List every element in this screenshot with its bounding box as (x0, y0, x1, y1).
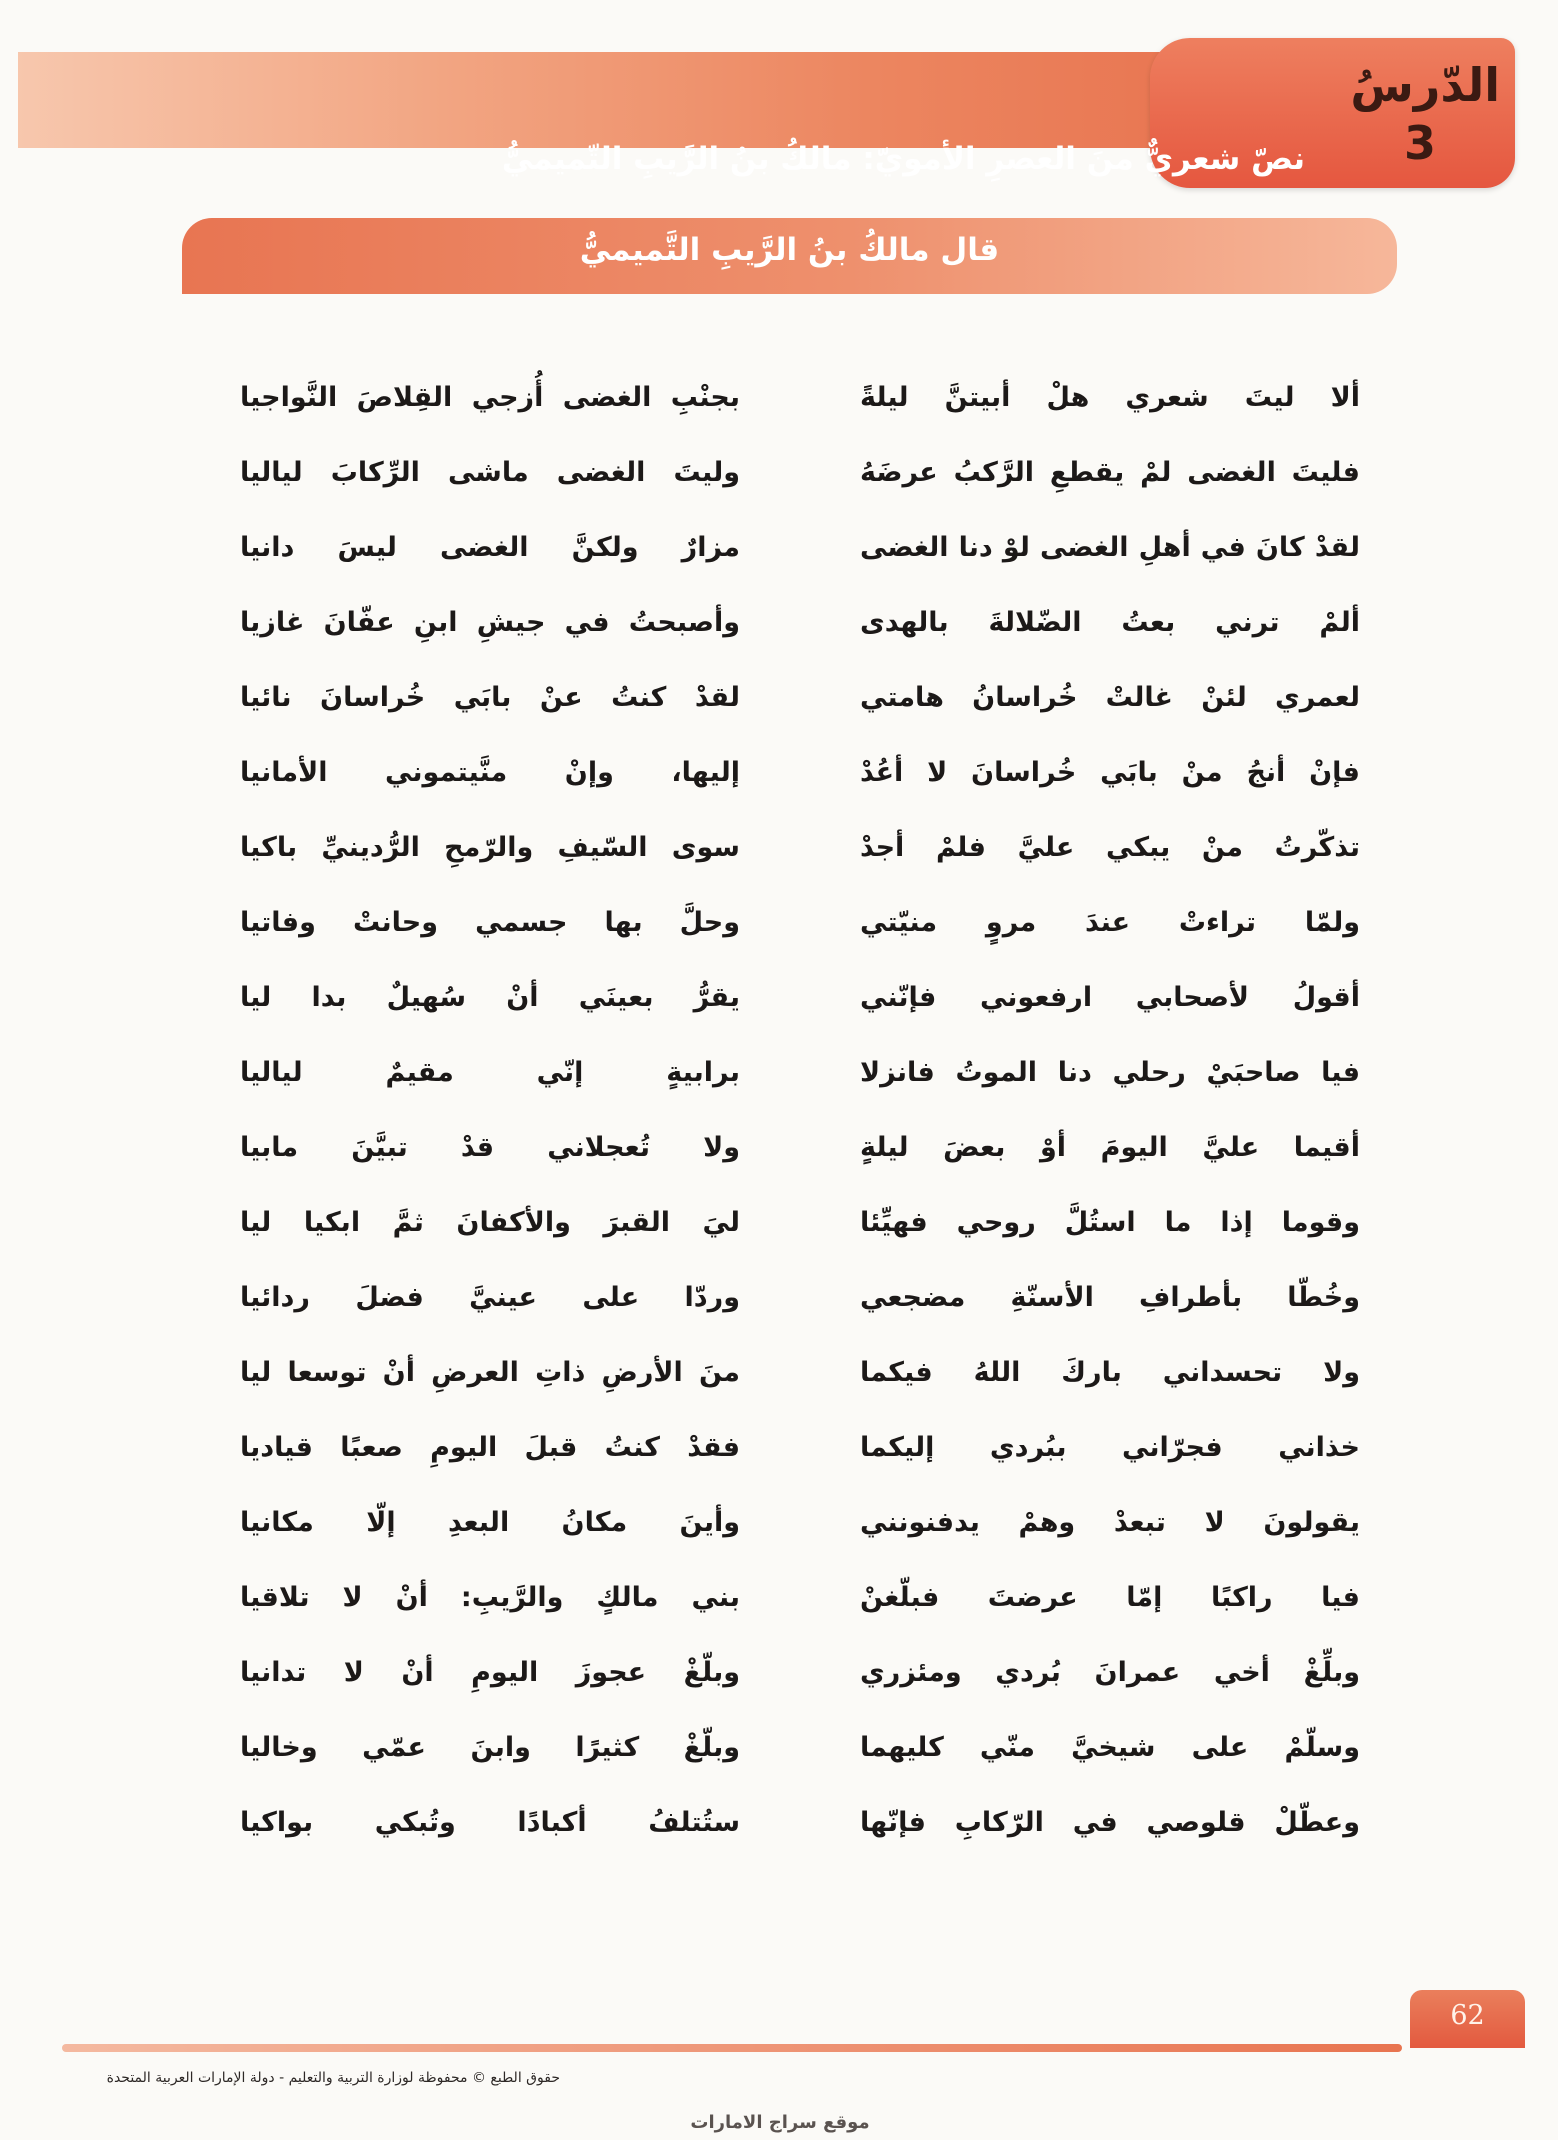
verse-second-hemistich: وبلّغْ كثيرًا وابنَ عمّي وخاليا (240, 1732, 740, 1763)
poem-heading: قال مالكُ بنُ الرَّيبِ التَّميميُّ (579, 232, 1000, 268)
verse-second-hemistich: وبلّغْ عجوزَ اليومِ أنْ لا تدانيا (240, 1657, 740, 1688)
verse-first-hemistich: لعمري لئنْ غالتْ خُراسانُ هامتي (860, 682, 1360, 713)
verse-first-hemistich: أقولُ لأصحابي ارفعوني فإنّني (860, 982, 1360, 1013)
verse-second-hemistich: ستُتلفُ أكبادًا وتُبكي بواكيا (240, 1807, 740, 1838)
site-watermark-text: موقع سراج الامارات (690, 2112, 870, 2133)
verse (240, 743, 1360, 818)
verse (240, 1343, 1360, 1418)
verse (240, 1793, 1360, 1868)
verse (240, 1718, 1360, 1793)
verse-second-hemistich: منَ الأرضِ ذاتِ العرضِ أنْ توسعا ليا (240, 1357, 740, 1388)
page-number: 62 (1450, 2000, 1485, 2031)
lesson-number: 3 (1403, 116, 1436, 170)
verse-second-hemistich: وأينَ مكانُ البعدِ إلّا مكانيا (240, 1507, 740, 1538)
verse-first-hemistich: ولا تحسداني باركَ اللهُ فيكما (860, 1357, 1360, 1388)
verse-first-hemistich: فيا راكبًا إمّا عرضتَ فبلّغنْ (860, 1582, 1360, 1613)
verse (240, 1193, 1360, 1268)
verse-second-hemistich: وحلَّ بها جسمي وحانتْ وفاتيا (240, 907, 740, 938)
verse-second-hemistich: وردّا على عينيَّ فضلَ ردائيا (240, 1282, 740, 1313)
verse-second-hemistich: ولا تُعجلاني قدْ تبيَّنَ مابيا (240, 1132, 740, 1163)
verse (240, 968, 1360, 1043)
verse-first-hemistich: وسلّمْ على شيخيَّ منّي كليهما (860, 1732, 1360, 1763)
verse-first-hemistich: فإنْ أنجُ منْ بابَي خُراسانَ لا أعُدْ (860, 757, 1360, 788)
verse (240, 818, 1360, 893)
verse-second-hemistich: مزارٌ ولكنَّ الغضى ليسَ دانيا (240, 532, 740, 563)
verse-second-hemistich: وليتَ الغضى ماشى الرِّكابَ لياليا (240, 457, 740, 488)
verse (240, 1643, 1360, 1718)
verse (240, 593, 1360, 668)
lesson-subtitle: نصّ شعريٌّ منَ العصرِ الأمويّ: مالكُ بنُ الرَّيبِ التّميميُّ (501, 141, 1305, 177)
verse (240, 368, 1360, 443)
verse (240, 1493, 1360, 1568)
verse-first-hemistich: تذكّرتُ منْ يبكي عليَّ فلمْ أجدْ (860, 832, 1360, 863)
verse (240, 443, 1360, 518)
verse-first-hemistich: وقوما إذا ما استُلَّ روحي فهيِّئا (860, 1207, 1360, 1238)
verse-first-hemistich: وعطّلْ قلوصي في الرّكابِ فإنّها (860, 1807, 1360, 1838)
verse (240, 1268, 1360, 1343)
verse-first-hemistich: لقدْ كانَ في أهلِ الغضى لوْ دنا الغضى (860, 532, 1360, 563)
lesson-label: الدّرسُ (1350, 58, 1500, 112)
verse-first-hemistich: خذاني فجرّاني ببُردي إليكما (860, 1432, 1360, 1463)
verse-second-hemistich: سوى السّيفِ والرّمحِ الرُّدينيِّ باكيا (240, 832, 740, 863)
verse-second-hemistich: بجنْبِ الغضى أُزجي القِلاصَ النَّواجيا (240, 382, 740, 413)
verse-first-hemistich: وخُطّا بأطرافِ الأسنّةِ مضجعي (860, 1282, 1360, 1313)
verse (240, 668, 1360, 743)
verse-second-hemistich: لقدْ كنتُ عنْ بابَي خُراسانَ نائيا (240, 682, 740, 713)
verse-first-hemistich: ألا ليتَ شعري هلْ أبيتنَّ ليلةً (860, 382, 1360, 413)
verse (240, 1043, 1360, 1118)
verse-first-hemistich: ولمّا تراءتْ عندَ مروٍ منيّتي (860, 907, 1360, 938)
poem (240, 368, 1360, 1868)
verse (240, 1118, 1360, 1193)
verse-second-hemistich: يقرُّ بعينَي أنْ سُهيلٌ بدا ليا (240, 982, 740, 1013)
verse-second-hemistich: ليَ القبرَ والأكفانَ ثمَّ ابكيا ليا (240, 1207, 740, 1238)
verse-second-hemistich: وأصبحتُ في جيشِ ابنِ عفّانَ غازيا (240, 607, 740, 638)
verse-first-hemistich: يقولونَ لا تبعدْ وهمْ يدفنونني (860, 1507, 1360, 1538)
verse-first-hemistich: فيا صاحبَيْ رحلي دنا الموتُ فانزلا (860, 1057, 1360, 1088)
verse (240, 518, 1360, 593)
verse-first-hemistich: فليتَ الغضى لمْ يقطعِ الرَّكبُ عرضَهُ (860, 457, 1360, 488)
verse (240, 893, 1360, 968)
verse-second-hemistich: بني مالكٍ والرَّيبِ: أنْ لا تلاقيا (240, 1582, 740, 1613)
footer-divider (62, 2044, 1402, 2052)
verse (240, 1568, 1360, 1643)
verse (240, 1418, 1360, 1493)
verse-second-hemistich: برابيةٍ إنّي مقيمٌ لياليا (240, 1057, 740, 1088)
verse-first-hemistich: وبلِّغْ أخي عمرانَ بُردي ومئزري (860, 1657, 1360, 1688)
verse-first-hemistich: ألمْ ترني بعتُ الضّلالةَ بالهدى (860, 607, 1360, 638)
verse-first-hemistich: أقيما عليَّ اليومَ أوْ بعضَ ليلةٍ (860, 1132, 1360, 1163)
copyright-notice: حقوق الطبع © محفوظة لوزارة التربية والتعليم - دولة الإمارات العربية المتحدة (106, 2070, 560, 2086)
verse-second-hemistich: فقدْ كنتُ قبلَ اليومِ صعبًا قياديا (240, 1432, 740, 1463)
verse-second-hemistich: إليها، وإنْ منَّيتموني الأمانيا (240, 757, 740, 788)
